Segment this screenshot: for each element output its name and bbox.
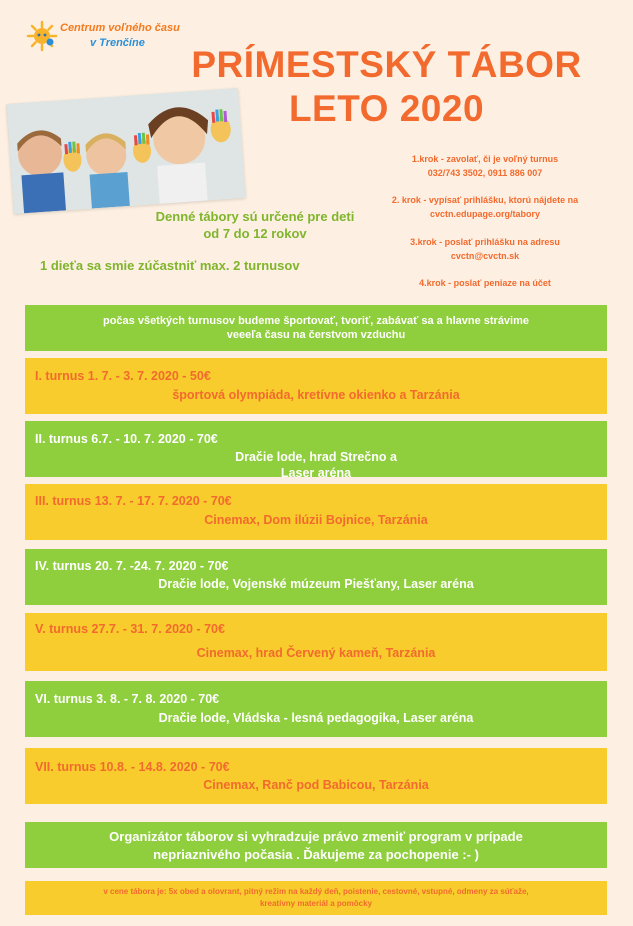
page-title: PRÍMESTSKÝ TÁBOR: [191, 44, 582, 85]
step-2-line2: cvctn.edupage.org/tabory: [429, 209, 541, 219]
step-3-line1: 3.krok - poslať prihlášku na adresu: [410, 237, 560, 247]
step-3-line2: cvctn@cvctn.sk: [450, 251, 520, 261]
turnus-2-activities: Dračie lode, hrad Strečno a: [235, 450, 397, 464]
turnus-3-title: III. turnus 13. 7. - 17. 7. 2020 - 70€: [35, 494, 232, 508]
turnus-1-activities: športová olympiáda, kretívne okienko a Tarzánia: [172, 388, 460, 402]
price-includes-line2: kreatívny materiál a pomôcky: [259, 899, 373, 908]
logo-text-line1: Centrum voľného času: [60, 22, 180, 34]
page-subtitle: LETO 2020: [288, 88, 485, 129]
turnus-7-band: [25, 748, 607, 804]
step-4-line1: 4.krok - poslať peniaze na účet: [419, 278, 551, 288]
turnus-7-activities: Cinemax, Ranč pod Babicou, Tarzánia: [203, 778, 429, 792]
sun-logo-icon: [26, 20, 58, 52]
turnus-6-title: VI. turnus 3. 8. - 7. 8. 2020 - 70€: [35, 692, 220, 706]
organizer-note-line2: nepriaznivého počasia . Ďakujeme za pochopenie :- ): [153, 847, 479, 862]
step-1-line2: 032/743 3502, 0911 886 007: [427, 168, 543, 178]
turnus-1-title: I. turnus 1. 7. - 3. 7. 2020 - 50€: [35, 369, 211, 383]
turnus-7-title: VII. turnus 10.8. - 14.8. 2020 - 70€: [35, 760, 230, 774]
age-info-line2: od 7 do 12 rokov: [203, 226, 307, 241]
turnus-2-activities-line2: Laser aréna: [280, 466, 352, 477]
logo: [26, 18, 180, 58]
program-note-line2: veeeľa času na čerstvom vzduchu: [226, 329, 406, 341]
turnus-4-activities: Dračie lode, Vojenské múzeum Piešťany, Laser aréna: [158, 577, 474, 591]
max-turnus-rule: 1 dieťa sa smie zúčastniť max. 2 turnusov: [40, 258, 300, 273]
price-includes-band: [25, 881, 607, 915]
turnus-6-activities: Dračie lode, Vládska - lesná pedagogika, Laser aréna: [158, 711, 474, 725]
step-1: [360, 152, 610, 180]
logo-text-line2: v Trenčíne: [90, 37, 145, 49]
step-2: [360, 193, 610, 221]
children-photo-illustration: [6, 88, 245, 214]
turnus-2-title: II. turnus 6.7. - 10. 7. 2020 - 70€: [35, 432, 218, 446]
turnus-2-band: [25, 421, 607, 477]
turnus-6-band: [25, 681, 607, 737]
turnus-4-band: [25, 549, 607, 605]
age-info: [130, 208, 380, 242]
children-photo: [6, 88, 245, 214]
turnus-4-title: IV. turnus 20. 7. -24. 7. 2020 - 70€: [35, 559, 229, 573]
step-1-line1: 1.krok - zavolať, či je voľný turnus: [411, 154, 559, 164]
step-4: [360, 276, 610, 290]
turnus-5-title: V. turnus 27.7. - 31. 7. 2020 - 70€: [35, 622, 225, 636]
step-2-line1: 2. krok - vypísať prihlášku, ktorú nájdete na: [391, 195, 579, 205]
step-3: [360, 235, 610, 263]
organizer-note-line1: Organizátor táborov si vyhradzuje právo zmeniť program v prípade: [109, 829, 523, 844]
turnus-5-band: [25, 613, 607, 671]
age-info-line1: Denné tábory sú určené pre deti: [155, 209, 355, 224]
turnus-3-band: [25, 484, 607, 540]
turnus-3-activities: Cinemax, Dom ilúzii Bojnice, Tarzánia: [204, 513, 428, 527]
program-note-band: [25, 305, 607, 351]
turnus-1-band: [25, 358, 607, 414]
price-includes-line1: v cene tábora je: 5x obed a olovrant, pitný režim na každý deň, poistenie, cestovné, vstupné, odmeny za súťaže,: [103, 887, 529, 896]
organizer-note-band: [25, 822, 607, 868]
program-note-line1: počas všetkých turnusov budeme športovať, tvoriť, zabávať sa a hlavne strávime: [102, 315, 530, 327]
turnus-5-activities: Cinemax, hrad Červený kameň, Tarzánia: [196, 646, 436, 660]
